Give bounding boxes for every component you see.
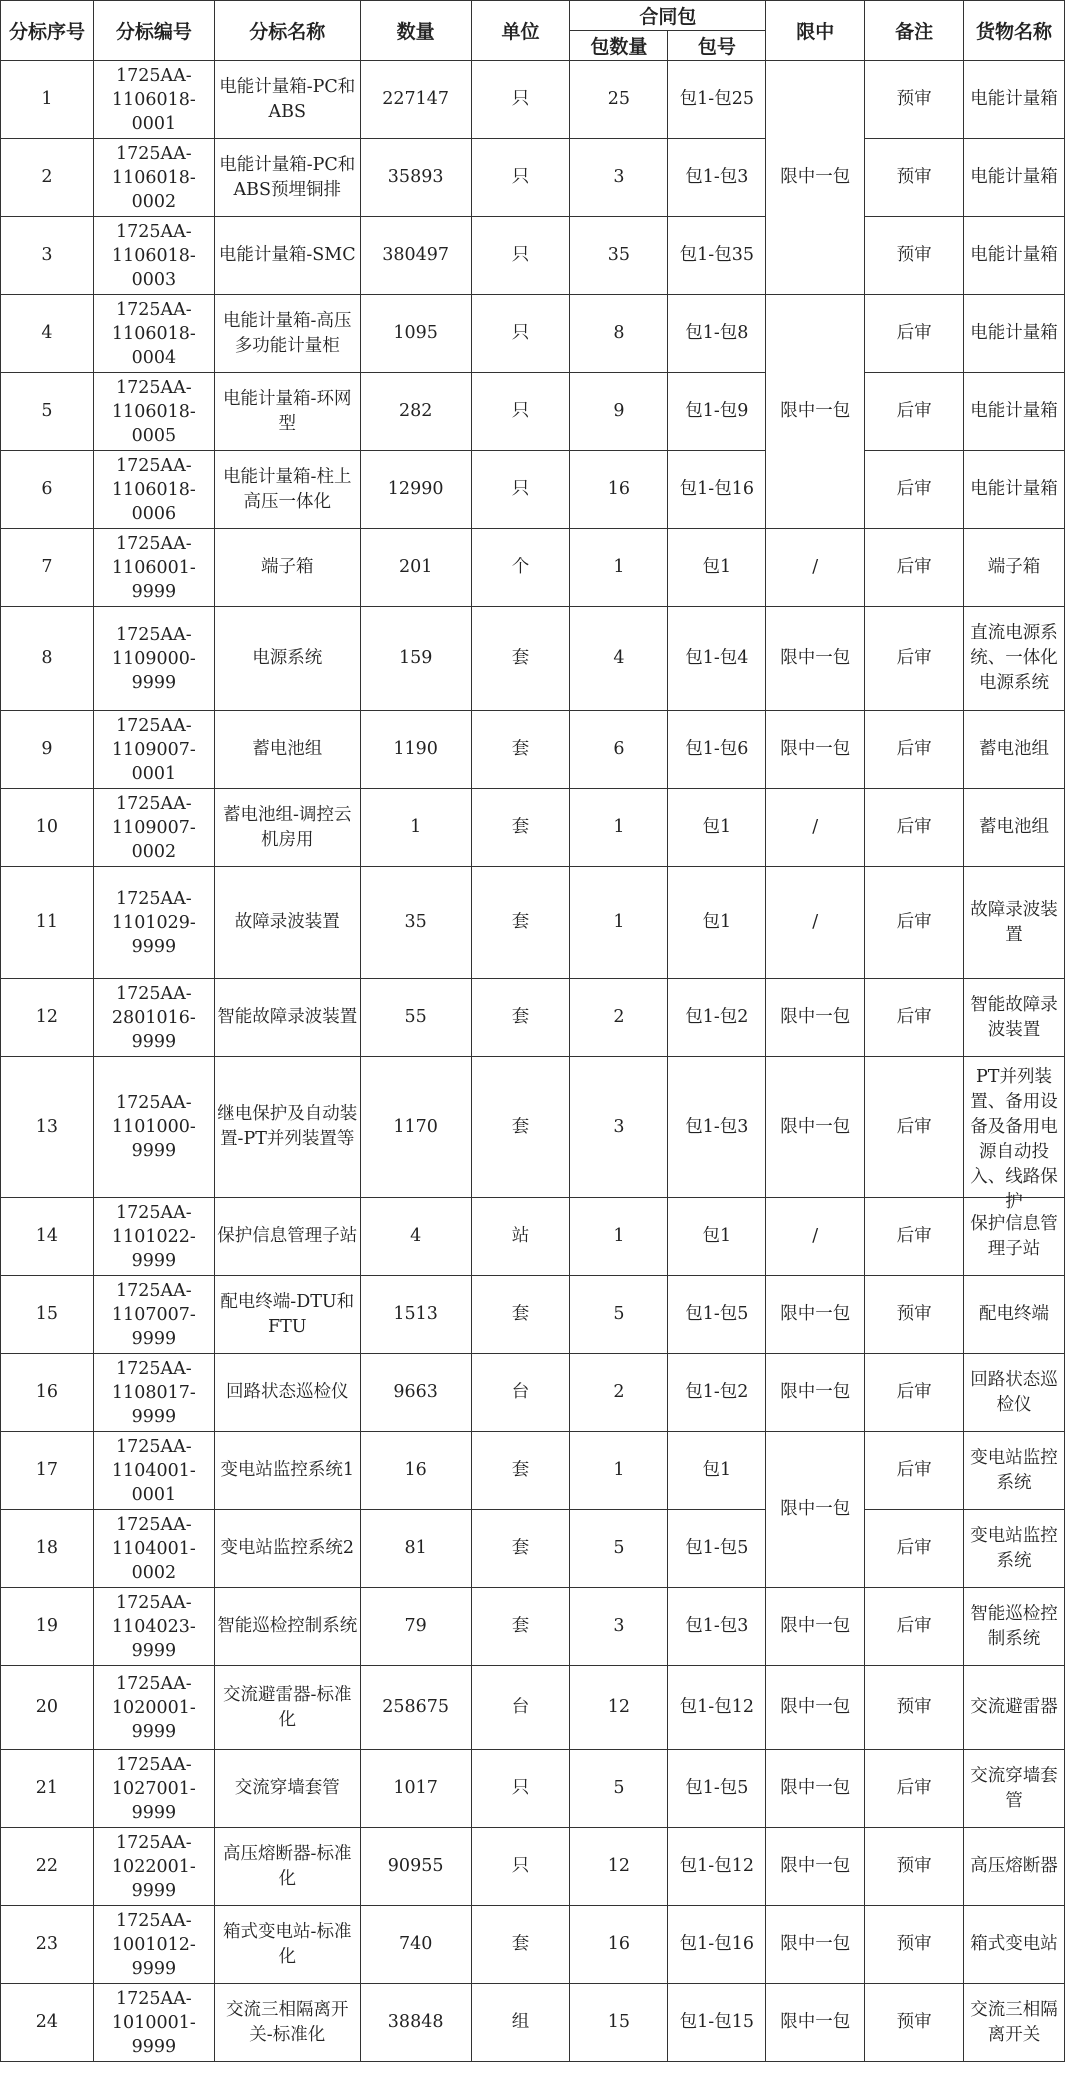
cell-qty: 159 — [360, 607, 471, 711]
cell-name: 蓄电池组-调控云机房用 — [214, 789, 360, 867]
cell-unit: 组 — [471, 1984, 570, 2062]
cell-name: 电源系统 — [214, 607, 360, 711]
cell-remark: 后审 — [865, 295, 964, 373]
header-contract: 合同包 — [570, 1, 766, 31]
cell-code: 1725AA-1106018-0004 — [93, 295, 214, 373]
cell-code: 1725AA-1107007-9999 — [93, 1276, 214, 1354]
table-row — [1, 1198, 1065, 1276]
cell-seq: 11 — [1, 867, 94, 979]
cell-qty: 35 — [360, 867, 471, 979]
table-row — [1, 607, 1065, 711]
cell-name: 电能计量箱-SMC — [214, 217, 360, 295]
cell-remark: 预审 — [865, 1666, 964, 1750]
table-row — [1, 217, 1065, 295]
cell-name: 交流避雷器-标准化 — [214, 1666, 360, 1750]
cell-limit: 限中一包 — [766, 1666, 865, 1750]
cell-pkg-no: 包1 — [668, 789, 766, 867]
cell-limit: 限中一包 — [766, 1984, 865, 2062]
cell-goods — [964, 373, 1065, 451]
cell-remark: 后审 — [865, 451, 964, 529]
cell-goods — [964, 1057, 1065, 1212]
cell-seq: 7 — [1, 529, 94, 607]
cell-remark: 预审 — [865, 1276, 964, 1354]
cell-code: 1725AA-1106001-9999 — [93, 529, 214, 607]
cell-pkg-no: 包1-包5 — [668, 1510, 766, 1588]
cell-pkg-count: 1 — [570, 867, 668, 979]
cell-code: 1725AA-1104023-9999 — [93, 1588, 214, 1666]
cell-qty: 227147 — [360, 61, 471, 139]
cell-pkg-count: 3 — [570, 1588, 668, 1666]
cell-pkg-no: 包1-包3 — [668, 1588, 766, 1666]
cell-name: 电能计量箱-柱上高压一体化 — [214, 451, 360, 529]
cell-pkg-count: 2 — [570, 1354, 668, 1432]
cell-pkg-no: 包1-包15 — [668, 1984, 766, 2062]
cell-name: 交流穿墙套管 — [214, 1750, 360, 1828]
goods-text: 变电站监控系统 — [970, 1447, 1058, 1493]
cell-seq: 6 — [1, 451, 94, 529]
cell-remark: 预审 — [865, 1984, 964, 2062]
cell-remark: 预审 — [865, 1906, 964, 1984]
cell-seq: 23 — [1, 1906, 94, 1984]
cell-unit: 台 — [471, 1354, 570, 1432]
cell-name: 电能计量箱-PC和ABS预埋铜排 — [214, 139, 360, 217]
table-row — [1, 1510, 1065, 1588]
cell-unit: 只 — [471, 1750, 570, 1828]
cell-unit: 只 — [471, 217, 570, 295]
cell-pkg-no: 包1-包35 — [668, 217, 766, 295]
cell-qty: 90955 — [360, 1828, 471, 1906]
goods-text: 电能计量箱 — [970, 167, 1058, 187]
header-remark: 备注 — [865, 1, 964, 61]
cell-limit: / — [766, 867, 865, 979]
goods-text: 回路状态巡检仪 — [970, 1369, 1058, 1415]
cell-limit: 限中一包 — [766, 1276, 865, 1354]
cell-qty: 1095 — [360, 295, 471, 373]
table-header — [1, 1, 1065, 61]
cell-limit: 限中一包 — [766, 979, 865, 1057]
cell-seq: 22 — [1, 1828, 94, 1906]
cell-unit: 套 — [471, 1588, 570, 1666]
cell-name: 变电站监控系统1 — [214, 1432, 360, 1510]
cell-qty: 258675 — [360, 1666, 471, 1750]
cell-code: 1725AA-1020001-9999 — [93, 1666, 214, 1750]
cell-name: 交流三相隔离开关-标准化 — [214, 1984, 360, 2062]
cell-pkg-no: 包1-包12 — [668, 1828, 766, 1906]
cell-qty: 9663 — [360, 1354, 471, 1432]
cell-unit: 只 — [471, 1828, 570, 1906]
cell-limit: 限中一包 — [766, 1432, 865, 1588]
cell-remark: 后审 — [865, 1510, 964, 1588]
cell-remark: 后审 — [865, 789, 964, 867]
cell-goods — [964, 295, 1065, 373]
cell-remark: 后审 — [865, 373, 964, 451]
cell-pkg-count: 5 — [570, 1750, 668, 1828]
table-row — [1, 1354, 1065, 1432]
cell-pkg-count: 3 — [570, 1057, 668, 1198]
cell-unit: 套 — [471, 1432, 570, 1510]
cell-name: 电能计量箱-高压多功能计量柜 — [214, 295, 360, 373]
cell-code: 1725AA-1106018-0005 — [93, 373, 214, 451]
cell-seq: 1 — [1, 61, 94, 139]
header-name: 分标名称 — [214, 1, 360, 61]
cell-pkg-count: 9 — [570, 373, 668, 451]
cell-remark: 后审 — [865, 1432, 964, 1510]
cell-goods — [964, 1510, 1065, 1588]
cell-seq: 20 — [1, 1666, 94, 1750]
cell-pkg-count: 1 — [570, 1432, 668, 1510]
table-row — [1, 1432, 1065, 1510]
cell-code: 1725AA-2801016-9999 — [93, 979, 214, 1057]
cell-seq: 15 — [1, 1276, 94, 1354]
cell-pkg-no: 包1-包12 — [668, 1666, 766, 1750]
cell-name: 箱式变电站-标准化 — [214, 1906, 360, 1984]
cell-seq: 10 — [1, 789, 94, 867]
cell-remark: 后审 — [865, 529, 964, 607]
cell-pkg-no: 包1-包5 — [668, 1276, 766, 1354]
cell-limit: 限中一包 — [766, 61, 865, 295]
header-goods: 货物名称 — [964, 1, 1065, 61]
cell-name: 端子箱 — [214, 529, 360, 607]
cell-seq: 21 — [1, 1750, 94, 1828]
cell-goods — [964, 1588, 1065, 1666]
goods-text: 故障录波装置 — [970, 899, 1058, 945]
cell-limit: / — [766, 1198, 865, 1276]
cell-pkg-count: 6 — [570, 711, 668, 789]
cell-qty: 1 — [360, 789, 471, 867]
header-limit: 限中 — [766, 1, 865, 61]
table-row — [1, 979, 1065, 1057]
cell-goods — [964, 1354, 1065, 1432]
cell-unit: 只 — [471, 61, 570, 139]
cell-unit: 套 — [471, 979, 570, 1057]
cell-pkg-count: 1 — [570, 789, 668, 867]
cell-name: 保护信息管理子站 — [214, 1198, 360, 1276]
header-code: 分标编号 — [93, 1, 214, 61]
cell-code: 1725AA-1010001-9999 — [93, 1984, 214, 2062]
cell-unit: 只 — [471, 373, 570, 451]
cell-seq: 8 — [1, 607, 94, 711]
cell-pkg-no: 包1-包16 — [668, 451, 766, 529]
cell-unit: 套 — [471, 867, 570, 979]
cell-code: 1725AA-1106018-0003 — [93, 217, 214, 295]
table-row — [1, 529, 1065, 607]
cell-qty: 12990 — [360, 451, 471, 529]
cell-seq: 12 — [1, 979, 94, 1057]
cell-qty: 16 — [360, 1432, 471, 1510]
cell-pkg-no: 包1-包6 — [668, 711, 766, 789]
cell-pkg-no: 包1 — [668, 1198, 766, 1276]
cell-goods — [964, 607, 1065, 711]
cell-pkg-no: 包1 — [668, 867, 766, 979]
table-body — [1, 61, 1065, 2062]
cell-remark: 预审 — [865, 1828, 964, 1906]
cell-code: 1725AA-1106018-0006 — [93, 451, 214, 529]
cell-unit: 套 — [471, 711, 570, 789]
cell-code: 1725AA-1106018-0001 — [93, 61, 214, 139]
cell-seq: 16 — [1, 1354, 94, 1432]
cell-pkg-count: 3 — [570, 139, 668, 217]
cell-limit: 限中一包 — [766, 607, 865, 711]
cell-pkg-count: 12 — [570, 1666, 668, 1750]
cell-remark: 后审 — [865, 867, 964, 979]
cell-seq: 4 — [1, 295, 94, 373]
cell-goods — [964, 1906, 1065, 1984]
cell-remark: 后审 — [865, 1354, 964, 1432]
cell-goods — [964, 1750, 1065, 1828]
goods-text: 电能计量箱 — [970, 245, 1058, 265]
cell-qty: 740 — [360, 1906, 471, 1984]
cell-remark: 后审 — [865, 607, 964, 711]
cell-limit: 限中一包 — [766, 1354, 865, 1432]
cell-seq: 19 — [1, 1588, 94, 1666]
cell-goods — [964, 979, 1065, 1057]
goods-text: 电能计量箱 — [970, 89, 1058, 109]
cell-limit: 限中一包 — [766, 1588, 865, 1666]
goods-text: 电能计量箱 — [970, 479, 1058, 499]
cell-unit: 套 — [471, 1057, 570, 1198]
cell-code: 1725AA-1022001-9999 — [93, 1828, 214, 1906]
goods-text: 保护信息管理子站 — [970, 1213, 1058, 1259]
cell-qty: 380497 — [360, 217, 471, 295]
cell-name: 回路状态巡检仪 — [214, 1354, 360, 1432]
cell-remark: 预审 — [865, 217, 964, 295]
cell-pkg-no: 包1-包25 — [668, 61, 766, 139]
table-row — [1, 867, 1065, 979]
cell-unit: 只 — [471, 139, 570, 217]
table-row — [1, 373, 1065, 451]
header-pkg-no: 包号 — [668, 31, 766, 61]
cell-unit: 只 — [471, 451, 570, 529]
table-row — [1, 1828, 1065, 1906]
cell-code: 1725AA-1101000-9999 — [93, 1057, 214, 1198]
cell-code: 1725AA-1109000-9999 — [93, 607, 214, 711]
cell-name: 高压熔断器-标准化 — [214, 1828, 360, 1906]
goods-text: 蓄电池组 — [979, 739, 1049, 759]
table-row — [1, 1588, 1065, 1666]
cell-limit: 限中一包 — [766, 1828, 865, 1906]
goods-text: 电能计量箱 — [970, 323, 1058, 343]
cell-seq: 18 — [1, 1510, 94, 1588]
table-row — [1, 1906, 1065, 1984]
cell-seq: 5 — [1, 373, 94, 451]
cell-code: 1725AA-1101022-9999 — [93, 1198, 214, 1276]
cell-remark: 后审 — [865, 1750, 964, 1828]
cell-goods — [964, 1828, 1065, 1906]
cell-goods — [964, 529, 1065, 607]
table-row — [1, 295, 1065, 373]
cell-pkg-count: 1 — [570, 1198, 668, 1276]
goods-text: 蓄电池组 — [979, 817, 1049, 837]
cell-remark: 后审 — [865, 1588, 964, 1666]
cell-qty: 38848 — [360, 1984, 471, 2062]
cell-limit: 限中一包 — [766, 1750, 865, 1828]
cell-name: 变电站监控系统2 — [214, 1510, 360, 1588]
cell-pkg-no: 包1 — [668, 1432, 766, 1510]
cell-pkg-no: 包1-包5 — [668, 1750, 766, 1828]
cell-pkg-count: 5 — [570, 1276, 668, 1354]
header-pkg-count: 包数量 — [570, 31, 668, 61]
cell-goods — [964, 217, 1065, 295]
cell-remark: 后审 — [865, 1057, 964, 1198]
table-row — [1, 139, 1065, 217]
cell-goods — [964, 867, 1065, 979]
cell-goods — [964, 451, 1065, 529]
cell-seq: 17 — [1, 1432, 94, 1510]
cell-pkg-count: 1 — [570, 529, 668, 607]
cell-unit: 套 — [471, 789, 570, 867]
cell-code: 1725AA-1001012-9999 — [93, 1906, 214, 1984]
cell-limit: 限中一包 — [766, 1057, 865, 1198]
cell-name: 蓄电池组 — [214, 711, 360, 789]
goods-text: 电能计量箱 — [970, 401, 1058, 421]
cell-code: 1725AA-1104001-0001 — [93, 1432, 214, 1510]
table-row — [1, 1666, 1065, 1750]
cell-qty: 79 — [360, 1588, 471, 1666]
cell-goods — [964, 1276, 1065, 1354]
cell-qty: 81 — [360, 1510, 471, 1588]
cell-pkg-count: 15 — [570, 1984, 668, 2062]
cell-remark: 后审 — [865, 979, 964, 1057]
cell-pkg-no: 包1-包2 — [668, 979, 766, 1057]
cell-unit: 套 — [471, 1510, 570, 1588]
cell-limit: 限中一包 — [766, 711, 865, 789]
table-row — [1, 1276, 1065, 1354]
cell-name: 智能巡检控制系统 — [214, 1588, 360, 1666]
cell-qty: 201 — [360, 529, 471, 607]
cell-pkg-no: 包1-包2 — [668, 1354, 766, 1432]
cell-unit: 站 — [471, 1198, 570, 1276]
cell-remark: 后审 — [865, 1198, 964, 1276]
cell-qty: 55 — [360, 979, 471, 1057]
goods-text: 变电站监控系统 — [970, 1525, 1058, 1571]
cell-pkg-count: 25 — [570, 61, 668, 139]
header-unit: 单位 — [471, 1, 570, 61]
cell-pkg-count: 4 — [570, 607, 668, 711]
cell-qty: 1170 — [360, 1057, 471, 1198]
goods-text: 交流三相隔离开关 — [970, 1999, 1058, 2045]
cell-unit: 只 — [471, 295, 570, 373]
cell-limit: / — [766, 529, 865, 607]
cell-qty: 1017 — [360, 1750, 471, 1828]
cell-goods — [964, 1984, 1065, 2062]
cell-pkg-count: 8 — [570, 295, 668, 373]
cell-seq: 3 — [1, 217, 94, 295]
goods-text: 交流穿墙套管 — [970, 1765, 1058, 1811]
cell-limit: 限中一包 — [766, 295, 865, 529]
cell-pkg-no: 包1-包16 — [668, 1906, 766, 1984]
cell-pkg-no: 包1-包3 — [668, 139, 766, 217]
cell-code: 1725AA-1108017-9999 — [93, 1354, 214, 1432]
cell-pkg-no: 包1-包9 — [668, 373, 766, 451]
cell-pkg-count: 16 — [570, 1906, 668, 1984]
cell-seq: 24 — [1, 1984, 94, 2062]
cell-code: 1725AA-1101029-9999 — [93, 867, 214, 979]
table-row — [1, 1057, 1065, 1198]
cell-pkg-count: 2 — [570, 979, 668, 1057]
table-row — [1, 1750, 1065, 1828]
cell-unit: 套 — [471, 1906, 570, 1984]
cell-pkg-count: 12 — [570, 1828, 668, 1906]
cell-code: 1725AA-1106018-0002 — [93, 139, 214, 217]
cell-unit: 个 — [471, 529, 570, 607]
cell-pkg-no: 包1-包3 — [668, 1057, 766, 1198]
cell-pkg-count: 5 — [570, 1510, 668, 1588]
cell-limit: / — [766, 789, 865, 867]
table-row — [1, 1984, 1065, 2062]
cell-qty: 4 — [360, 1198, 471, 1276]
cell-name: 继电保护及自动装置-PT并列装置等 — [214, 1057, 360, 1198]
goods-text: 交流避雷器 — [970, 1697, 1058, 1717]
header-seq: 分标序号 — [1, 1, 94, 61]
cell-unit: 套 — [471, 1276, 570, 1354]
goods-text: 端子箱 — [987, 557, 1041, 577]
table-row — [1, 711, 1065, 789]
goods-text: 智能巡检控制系统 — [970, 1603, 1058, 1649]
cell-name: 配电终端-DTU和FTU — [214, 1276, 360, 1354]
cell-qty: 35893 — [360, 139, 471, 217]
cell-remark: 预审 — [865, 61, 964, 139]
cell-qty: 1190 — [360, 711, 471, 789]
cell-goods — [964, 139, 1065, 217]
table-row — [1, 451, 1065, 529]
goods-text: PT并列装置、备用设备及备用电源自动投入、线路保护 — [970, 1066, 1058, 1212]
cell-code: 1725AA-1104001-0002 — [93, 1510, 214, 1588]
goods-text: 高压熔断器 — [970, 1856, 1058, 1876]
cell-goods — [964, 1666, 1065, 1750]
table-row — [1, 789, 1065, 867]
cell-remark: 后审 — [865, 711, 964, 789]
cell-qty: 1513 — [360, 1276, 471, 1354]
header-qty: 数量 — [360, 1, 471, 61]
cell-remark: 预审 — [865, 139, 964, 217]
cell-code: 1725AA-1109007-0001 — [93, 711, 214, 789]
goods-text: 智能故障录波装置 — [970, 994, 1058, 1040]
cell-pkg-no: 包1-包4 — [668, 607, 766, 711]
cell-qty: 282 — [360, 373, 471, 451]
cell-code: 1725AA-1027001-9999 — [93, 1750, 214, 1828]
cell-name: 电能计量箱-环网型 — [214, 373, 360, 451]
cell-pkg-count: 35 — [570, 217, 668, 295]
cell-goods — [964, 711, 1065, 789]
cell-unit: 套 — [471, 607, 570, 711]
cell-seq: 13 — [1, 1057, 94, 1198]
cell-name: 智能故障录波装置 — [214, 979, 360, 1057]
cell-pkg-count: 16 — [570, 451, 668, 529]
goods-text: 配电终端 — [979, 1304, 1049, 1324]
goods-text: 直流电源系统、一体化电源系统 — [970, 623, 1058, 693]
cell-pkg-no: 包1 — [668, 529, 766, 607]
cell-seq: 9 — [1, 711, 94, 789]
cell-seq: 14 — [1, 1198, 94, 1276]
table-row — [1, 61, 1065, 139]
cell-goods — [964, 1432, 1065, 1510]
cell-seq: 2 — [1, 139, 94, 217]
cell-goods — [964, 789, 1065, 867]
cell-pkg-no: 包1-包8 — [668, 295, 766, 373]
cell-goods — [964, 61, 1065, 139]
cell-limit: 限中一包 — [766, 1906, 865, 1984]
goods-text: 箱式变电站 — [970, 1934, 1058, 1954]
cell-name: 故障录波装置 — [214, 867, 360, 979]
cell-name: 电能计量箱-PC和ABS — [214, 61, 360, 139]
cell-unit: 台 — [471, 1666, 570, 1750]
cell-code: 1725AA-1109007-0002 — [93, 789, 214, 867]
